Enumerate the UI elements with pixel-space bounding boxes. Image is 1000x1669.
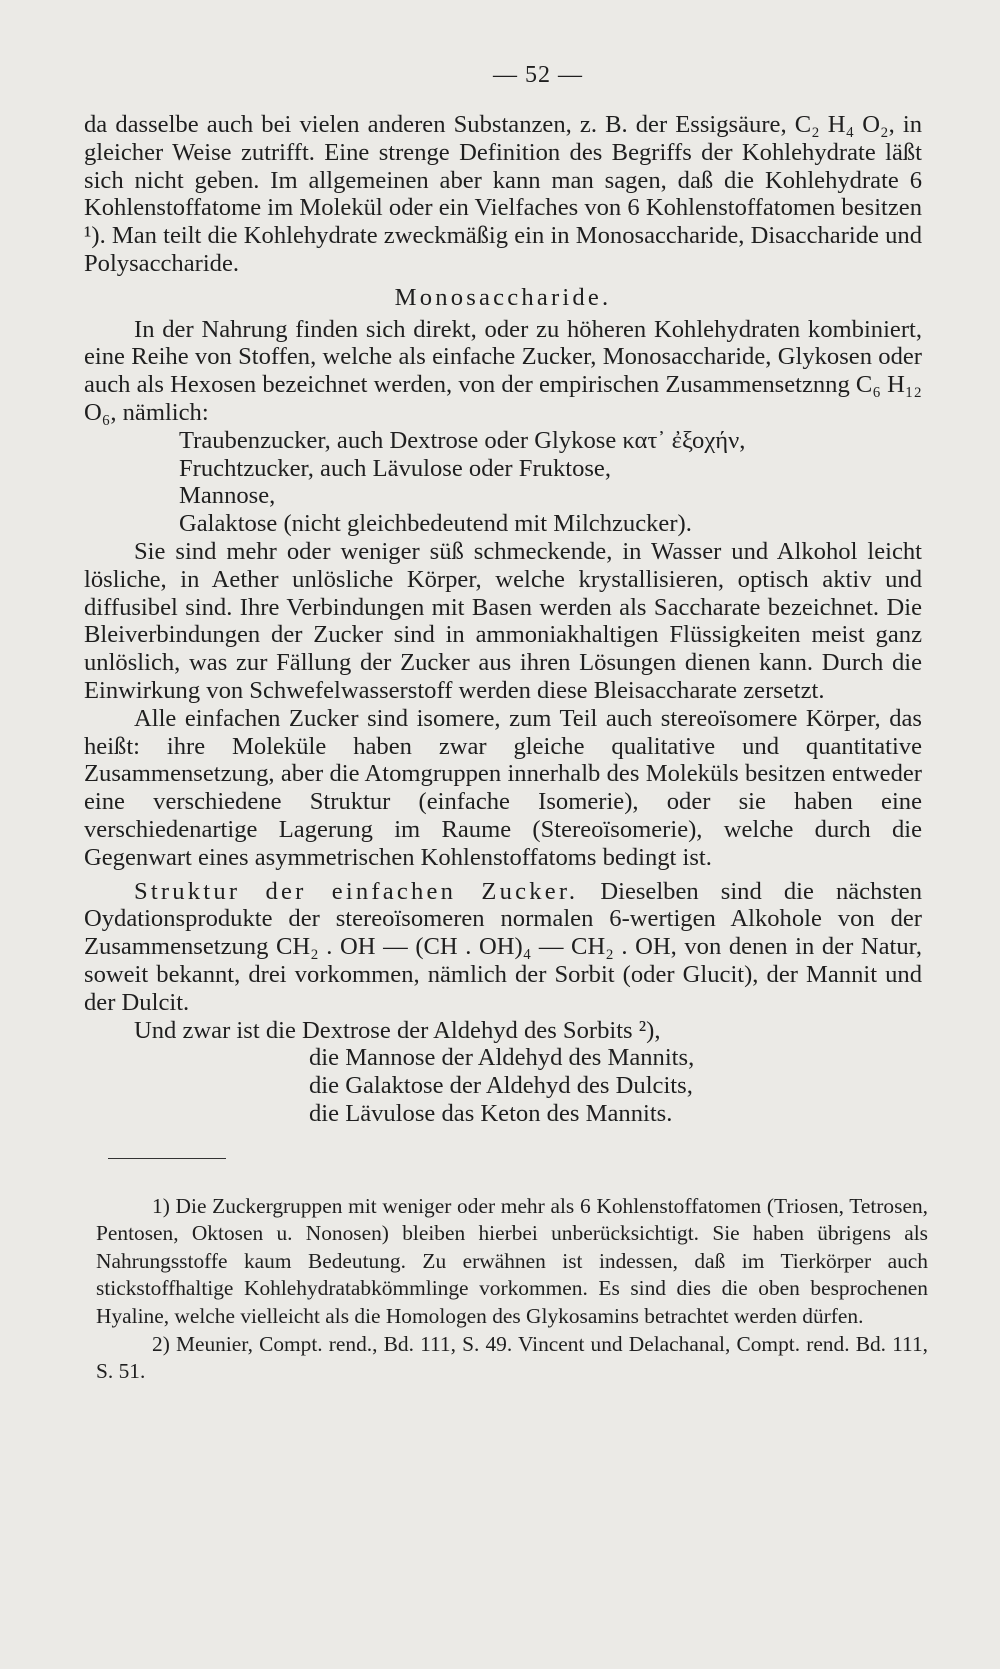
list-item: Fruchtzucker, auch Lävulose oder Fruktose,	[179, 454, 611, 482]
paragraph-dextrose: Und zwar ist die Dextrose der Aldehyd des Sorbits ²),	[134, 1016, 661, 1044]
struktur-heading: Struktur der einfachen Zucker.	[134, 877, 579, 905]
struktur-text: Dieselben sind die nächsten Oydationsprodukte der stereoïsomeren normalen 6-wertigen Alkohole von der Zusammensetzung CH₂ . OH — (CH . OH)₄ — CH₂ . OH, von denen in der Natur, soweit bekannt, drei vorkommen, nämlich der Sorbit (oder Glucit), der Mannit und der Dulcit.	[84, 877, 922, 1016]
list-item: Mannose,	[179, 482, 276, 510]
sugar-list	[179, 427, 922, 538]
paragraph-struktur	[84, 878, 922, 1017]
paragraph-nahrung: In der Nahrung finden sich direkt, oder zu höheren Kohlehydraten kombiniert, eine Reihe von Stoffen, welche als einfache Zucker, Monosaccharide, Glykosen oder auch als Hexosen bezeichnet werden, von der empirischen Zusammensetznng C₆ H₁₂ O₆, nämlich:	[84, 315, 922, 426]
footnote-divider	[108, 1158, 226, 1159]
paragraph-eigenschaften: Sie sind mehr oder weniger süß schmeckende, in Wasser und Alkohol leicht lösliche, in Aether unlösliche Körper, welche krystallisieren, optisch aktiv und diffusibel sind. Ihre Verbindungen mit Basen werden als Saccharate bezeichnet. Die Bleiverbindungen der Zucker sind in ammoniakhaltigen Flüssigkeiten meist ganz unlöslich, was zur Fällung der Zucker aus ihren Lösungen dienen kann. Durch die Einwirkung von Schwefelwasserstoff werden diese Bleisaccharate zersetzt.	[84, 537, 922, 704]
list-item: die Mannose der Aldehyd des Mannits,	[309, 1044, 695, 1072]
list-item: die Galaktose der Aldehyd des Dulcits,	[309, 1072, 693, 1100]
footnote-2: 2) Meunier, Compt. rend., Bd. 111, S. 49. Vincent und Delachanal, Compt. rend. Bd. 111, S. 51.	[96, 1331, 928, 1384]
aldehyde-list	[309, 1044, 922, 1127]
paragraph-isomere: Alle einfachen Zucker sind isomere, zum Teil auch stereoïsomere Körper, das heißt: ihre Moleküle haben zwar gleiche qualitative und quantitative Zusammensetzung, aber die Atomgruppen innerhalb des Moleküls besitzen entweder eine verschiedene Struktur (einfache Isomerie), oder sie haben eine verschiedenartige Lagerung im Raume (Stereoïsomerie), welche durch die Gegenwart eines asymmetrischen Kohlenstoffatoms bedingt ist.	[84, 704, 922, 871]
section-heading: Monosaccharide.	[394, 283, 612, 311]
intro-paragraph: da dasselbe auch bei vielen anderen Substanzen, z. B. der Essigsäure, C₂ H₄ O₂, in gleicher Weise zutrifft. Eine strenge Definition des Begriffs der Kohlehydrate läßt sich nicht geben. Im allgemeinen aber kann man sagen, daß die Kohlehydrate 6 Kohlenstoffatome im Molekül oder ein Vielfaches von 6 Kohlenstoffatomen besitzen ¹). Man teilt die Kohlehydrate zweckmäßig ein in Monosaccharide, Disaccharide und Polysaccharide.	[84, 111, 922, 277]
list-item: Traubenzucker, auch Dextrose oder Glykose κατ᾽ ἐξοχήν,	[179, 426, 746, 454]
page-number: — 52 —	[493, 62, 583, 88]
footnotes	[96, 1193, 928, 1386]
footnote-1: 1) Die Zuckergruppen mit weniger oder mehr als 6 Kohlenstoffatomen (Triosen, Tetrosen, Pentosen, Oktosen u. Nonosen) bleiben hierbei unberücksichtigt. Sie haben übrigens als Nahrungsstoffe kaum Bedeutung. Zu erwähnen ist indessen, daß im Tierkörper auch stickstoffhaltige Kohlehydratabkömmlinge vorkommen. Es sind dies die oben besprochenen Hyaline, welche vielleicht als die Homologen des Glykosamins betrachtet werden dürfen.	[96, 1193, 928, 1329]
list-item: die Lävulose das Keton des Mannits.	[309, 1099, 673, 1127]
list-item: Galaktose (nicht gleichbedeutend mit Milchzucker).	[179, 510, 692, 538]
main-text	[84, 111, 922, 1128]
